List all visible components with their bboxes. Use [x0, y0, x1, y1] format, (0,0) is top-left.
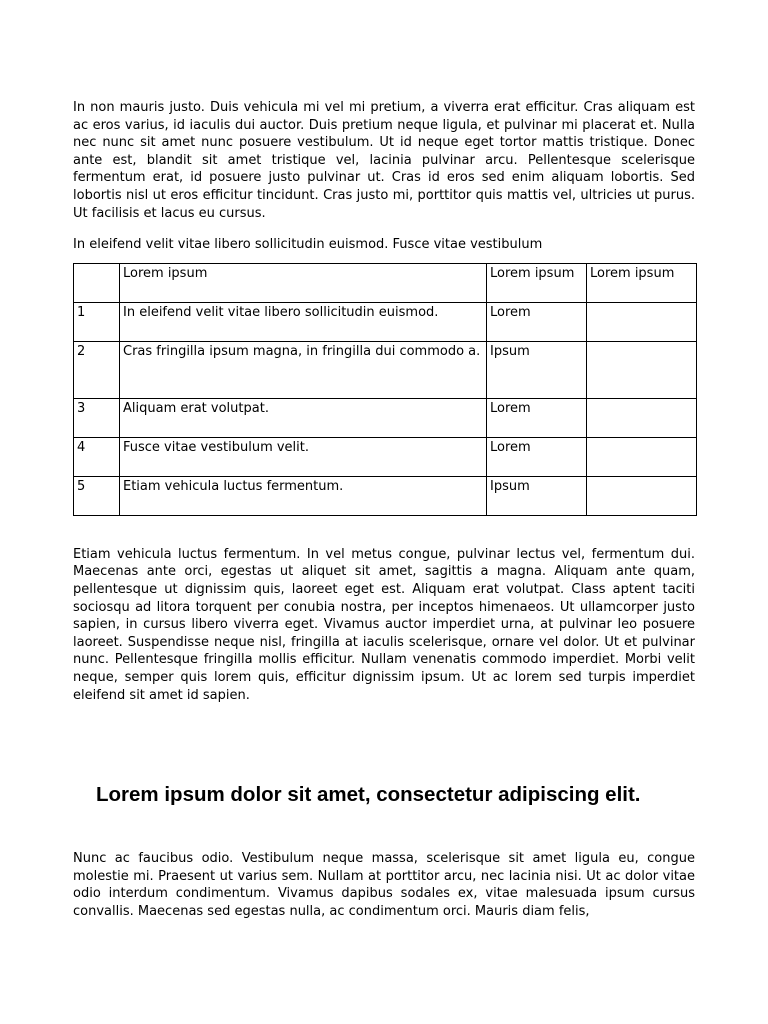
table-cell-text: Cras fringilla ipsum magna, in fringilla dui commodo a.: [120, 341, 487, 398]
table-cell-index: 2: [74, 341, 120, 398]
data-table: [73, 263, 697, 516]
table-cell-empty: [587, 341, 697, 398]
table-cell-index: 1: [74, 302, 120, 341]
table-row: [74, 398, 697, 437]
table-cell-text: Aliquam erat volutpat.: [120, 398, 487, 437]
table-cell-text: In eleifend velit vitae libero sollicitudin euismod.: [120, 302, 487, 341]
table-cell-index: 3: [74, 398, 120, 437]
table-cell-empty: [587, 398, 697, 437]
table-cell-index: 4: [74, 437, 120, 476]
body-paragraph: Etiam vehicula luctus fermentum. In vel metus congue, pulvinar lectus vel, fermentum dui. Maecenas ante orci, egestas ut aliquet sit amet, sagittis a magna. Aliquam ante quam, pellentesque ut dignissim quis, laoreet eget est. Aliquam erat volutpat. Class aptent taciti sociosqu ad litora torquent per conubia nostra, per inceptos himenaeos. Ut ullamcorper justo sapien, in cursus libero viverra eget. Vivamus auctor imperdiet urna, at pulvinar leo posuere laoreet. Suspendisse neque nisl, fringilla at iaculis scelerisque, ornare vel dolor. Ut et pulvinar nunc. Pellentesque fringilla mollis efficitur. Nullam venenatis commodo imperdiet. Morbi velit neque, semper quis lorem quis, efficitur dignissim ipsum. Ut ac lorem sed turpis imperdiet eleifend sit amet id sapien.: [73, 546, 695, 703]
table-row: [74, 302, 697, 341]
table-header-cell: Lorem ipsum: [487, 263, 587, 302]
intro-paragraph: In non mauris justo. Duis vehicula mi vel mi pretium, a viverra erat efficitur. Cras aliquam est ac eros varius, id iaculis dui auctor. Duis pretium neque ligula, et pulvinar mi placerat et. Nulla nec nunc sit amet nunc posuere vestibulum. Ut id neque eget tortor mattis tristique. Donec ante est, blandit sit amet tristique vel, lacinia pulvinar arcu. Pellentesque scelerisque fermentum erat, id posuere justo pulvinar ut. Cras id eros sed enim aliquam lobortis. Sed lobortis nisl ut eros efficitur tincidunt. Cras justo mi, porttitor quis mattis vel, ultricies ut purus. Ut facilisis et lacus eu cursus.: [73, 100, 695, 221]
table-cell-text: Etiam vehicula luctus fermentum.: [120, 476, 487, 515]
table-caption: In eleifend velit vitae libero sollicitudin euismod. Fusce vitae vestibulum: [73, 237, 543, 253]
table-cell-text: Fusce vitae vestibulum velit.: [120, 437, 487, 476]
table-cell-value: Lorem: [487, 398, 587, 437]
table-row: [74, 341, 697, 398]
table-cell-empty: [587, 437, 697, 476]
table-cell-value: Ipsum: [487, 341, 587, 398]
table-cell-empty: [587, 476, 697, 515]
table-cell-value: Ipsum: [487, 476, 587, 515]
table-row: [74, 437, 697, 476]
table-cell-value: Lorem: [487, 437, 587, 476]
table-header-cell: Lorem ipsum: [587, 263, 697, 302]
document-page: [73, 99, 695, 920]
table-cell-empty: [587, 302, 697, 341]
table-cell-index: 5: [74, 476, 120, 515]
table-cell-value: Lorem: [487, 302, 587, 341]
body-paragraph: Nunc ac faucibus odio. Vestibulum neque massa, scelerisque sit amet ligula eu, congue molestie mi. Praesent ut varius sem. Nullam at porttitor arcu, nec lacinia nisi. Ut ac dolor vitae odio interdum condimentum. Vivamus dapibus sodales ex, vitae malesuada ipsum cursus convallis. Maecenas sed egestas nulla, ac condimentum orci. Mauris diam felis,: [73, 851, 695, 919]
table-header-cell: Lorem ipsum: [120, 263, 487, 302]
table-header-row: [74, 263, 697, 302]
table-row: [74, 476, 697, 515]
table-header-cell: [74, 263, 120, 302]
section-heading: Lorem ipsum dolor sit amet, consectetur adipiscing elit.: [96, 783, 641, 807]
